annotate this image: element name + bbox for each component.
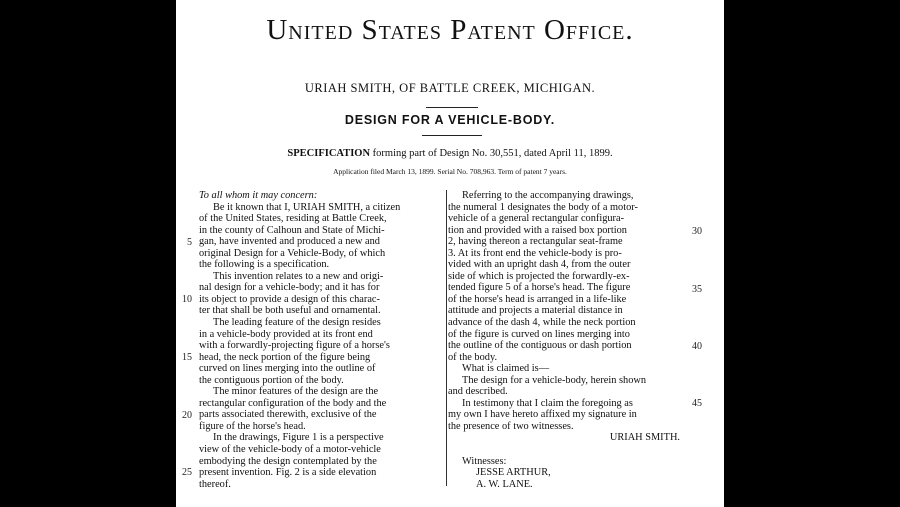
line-number: 45 (692, 398, 702, 409)
text-line: present invention. Fig. 2 is a side elevation (199, 467, 377, 479)
text-line: 2, having thereon a rectangular seat-frame (448, 236, 623, 248)
patent-page (176, 0, 724, 507)
text-line: its object to provide a design of this charac- (199, 293, 380, 305)
text-line: nal design for a vehicle-body; and it has for (199, 282, 380, 294)
line-number: 15 (182, 352, 192, 363)
text-line: the numeral 1 designates the body of a motor- (448, 201, 638, 213)
line-number: 10 (182, 294, 192, 305)
text-line: This invention relates to a new and origi- (213, 270, 384, 282)
witness-name: A. W. LANE. (476, 478, 533, 490)
divider-rule (422, 135, 482, 136)
text-line: vehicle of a general rectangular configura- (448, 213, 625, 225)
line-number: 35 (692, 284, 702, 295)
text-line: The minor features of the design are the (213, 386, 379, 398)
witness-name: JESSE ARTHUR, (476, 467, 551, 479)
text-line: the contiguous portion of the body. (199, 374, 344, 386)
text-line: 3. At its front end the vehicle-body is pro- (448, 247, 622, 259)
line-number: 40 (692, 341, 702, 352)
inventor-line: URIAH SMITH, OF BATTLE CREEK, MICHIGAN. (304, 81, 596, 95)
text-line: Be it known that I, URIAH SMITH, a citizen (213, 201, 401, 213)
line-number: 5 (187, 237, 192, 248)
text-line: original Design for a Vehicle-Body, of which (199, 247, 386, 259)
text-line: Referring to the accompanying drawings, (462, 190, 634, 201)
text-line: view of the vehicle-body of a motor-vehicle (199, 444, 381, 456)
text-line: advance of the dash 4, while the neck portion (448, 317, 636, 329)
application-line: Application filed March 13, 1899. Serial No. 708,963. Term of patent 7 years. (333, 167, 567, 176)
text-line: the presence of two witnesses. (448, 420, 574, 432)
office-heading: United States Patent Office. (266, 14, 634, 46)
text-line: rectangular configuration of the body and the (199, 397, 387, 409)
text-line: in a vehicle-body provided at its front end (199, 328, 373, 340)
text-line: In the drawings, Figure 1 is a perspective (213, 432, 384, 444)
text-line: of the body. (448, 351, 498, 363)
line-number: 30 (692, 226, 702, 237)
spec-text: forming part of Design No. 30,551, dated April 11, 1899. (372, 148, 613, 159)
text-line: In testimony that I claim the foregoing as (462, 397, 633, 409)
divider-rule (426, 107, 478, 108)
text-line: embodying the design contemplated by the (199, 455, 377, 467)
text-line: of the United States, residing at Battle Creek, (199, 213, 387, 225)
right-column (448, 190, 688, 490)
spec-prefix: SPECIFICATION (287, 148, 371, 159)
text-line: tended figure 5 of a horse's head. The figure (448, 282, 631, 294)
text-line: attitude and projects a material distance in (448, 305, 623, 317)
text-line: with a forwardly-projecting figure of a horse's (199, 340, 390, 352)
text-line: curved on lines merging into the outline of (199, 363, 376, 375)
text-line: of the horse's head is arranged in a life-like (448, 293, 627, 305)
spacer-line (448, 444, 688, 456)
text-line: The leading feature of the design resides (213, 317, 381, 329)
signature: URIAH SMITH. (609, 432, 680, 444)
text-line: the following is a specification. (199, 259, 330, 271)
text-line: vided with an upright dash 4, from the outer (448, 259, 631, 271)
design-title: DESIGN FOR A VEHICLE-BODY. (344, 113, 556, 127)
line-number: 20 (182, 410, 192, 421)
text-line: and described. (448, 386, 508, 398)
text-line: head, the neck portion of the figure being (199, 351, 371, 363)
text-line: ter that shall be both useful and ornamental. (199, 305, 381, 317)
text-line: figure of the horse's head. (199, 420, 306, 432)
text-line: gan, have invented and produced a new and (199, 236, 380, 248)
column-divider (446, 190, 447, 486)
text-line: What is claimed is— (462, 363, 550, 375)
text-line: of the figure is curved on lines merging into (448, 328, 630, 340)
text-line: thereof. (199, 478, 231, 490)
text-line: my own I have hereto affixed my signature in (448, 409, 637, 421)
text-line: the outline of the contiguous or dash portion (448, 340, 632, 352)
text-line: parts associated therewith, exclusive of the (199, 409, 377, 421)
text-line: in the county of Calhoun and State of Michi- (199, 224, 385, 236)
line-number: 25 (182, 467, 192, 478)
left-column (199, 190, 440, 490)
specification-line (176, 148, 724, 159)
witnesses-label: Witnesses: (462, 455, 507, 467)
text-line: The design for a vehicle-body, herein shown (462, 374, 647, 386)
text-line: To all whom it may concern: (199, 190, 318, 201)
text-line: tion and provided with a raised box portion (448, 224, 627, 236)
text-line: side of which is projected the forwardly-ex- (448, 270, 630, 282)
